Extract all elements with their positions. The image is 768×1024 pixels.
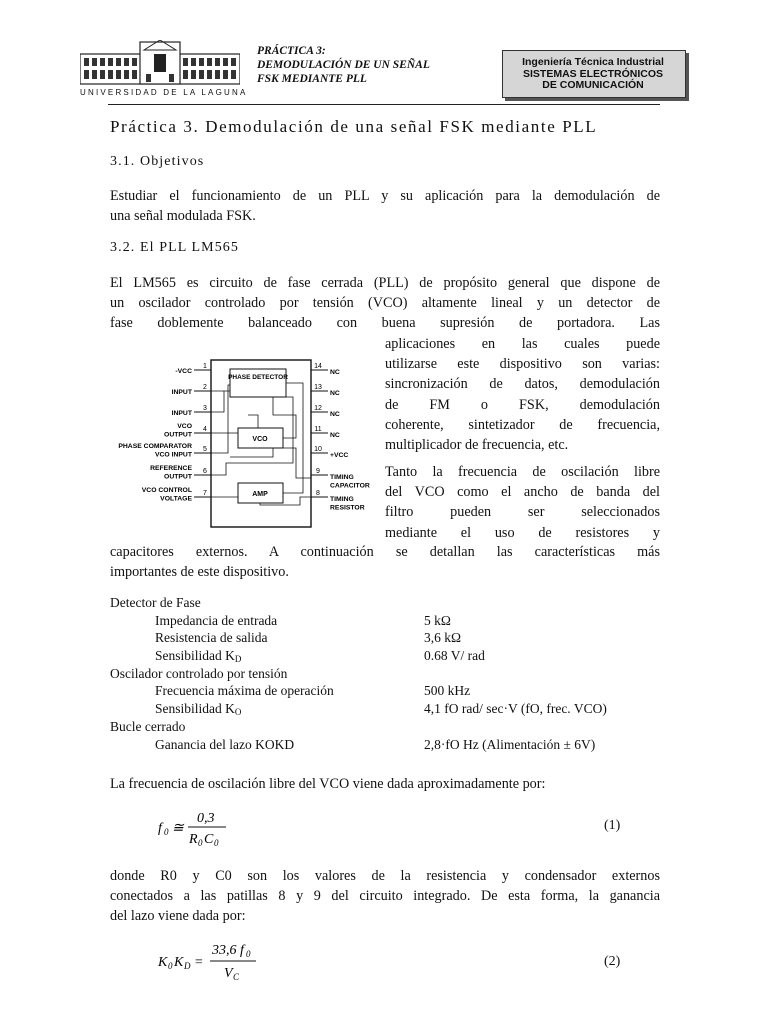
where-paragraph: [110, 866, 660, 927]
spec-value: 500 kHz: [424, 683, 471, 699]
spec-value: 3,6 kΩ: [424, 630, 462, 646]
pin-number: 5: [203, 446, 207, 453]
practice-header-line: PRÁCTICA 3:: [257, 45, 326, 57]
equation-2: [156, 940, 266, 989]
pin-label: CAPACITOR: [330, 482, 370, 490]
svg-text:0: 0: [198, 838, 203, 848]
text-line: Estudiar el funcionamiento de un PLL y su aplicación para la demodulación de: [110, 188, 660, 204]
text-line: utilizarse este dispositivo son varias:: [385, 356, 660, 373]
pin-number: 14: [314, 363, 322, 370]
pin-number: 12: [314, 405, 322, 412]
spec-label: Bucle cerrado: [110, 718, 186, 734]
degree-line: DE COMUNICACIÓN: [542, 79, 644, 91]
specifications-list: [110, 594, 670, 753]
svg-text:33,6: 33,6: [212, 943, 237, 958]
svg-text:=: =: [194, 955, 204, 970]
pin-number: 1: [203, 363, 207, 370]
text-line: importantes de este dispositivo.: [110, 564, 289, 581]
spec-row: [110, 612, 670, 630]
equation-intro: [110, 774, 670, 794]
spec-label: Sensibilidad $K_D$: [155, 648, 242, 665]
pin-label: VCO INPUT: [154, 451, 192, 459]
pin-label: OUTPUT: [164, 473, 192, 481]
text-line: del lazo viene dada por:: [110, 908, 246, 925]
text-line: coherente, sintetizador de frecuencia,: [385, 416, 660, 433]
pin-label: INPUT: [171, 410, 192, 417]
spec-row: [110, 629, 670, 647]
svg-text:D: D: [184, 961, 191, 971]
pin-label: RESISTOR: [330, 504, 365, 512]
pin-label: +VCC: [330, 452, 349, 459]
svg-text:V: V: [224, 966, 233, 981]
svg-text:R: R: [189, 832, 198, 847]
spec-label: Detector de Fase: [110, 595, 201, 610]
pin-label: NC: [330, 432, 340, 439]
pin-number: 7: [203, 490, 207, 497]
lm565-pinout-diagram: [108, 355, 380, 535]
svg-text:K: K: [158, 955, 168, 970]
pin-number: 6: [203, 468, 207, 475]
block-label: VCO: [252, 436, 268, 443]
equation-1-number: (1): [604, 818, 621, 833]
text-line: fase doblemente balanceado con buena supresión de portadora. Las: [110, 315, 660, 332]
text-line: capacitores externos. A continuación se detallan las características más: [110, 544, 660, 560]
spec-value: 0.68 V/ rad: [424, 648, 485, 664]
svg-text:0: 0: [214, 838, 219, 848]
pin-number: 4: [203, 426, 207, 433]
pll-paragraph-tail: [110, 542, 660, 582]
text-line: multiplicador de frecuencia, etc.: [385, 437, 569, 454]
svg-text:≅: ≅: [172, 821, 184, 836]
svg-text:C: C: [233, 972, 240, 982]
equation-2-number: (2): [604, 954, 621, 969]
text-line: conectados a las patillas 8 y 9 del circuito integrado. De esta forma, la ganancia: [110, 888, 660, 905]
block-label: AMP: [252, 491, 268, 498]
degree-line: SISTEMAS ELECTRÓNICOS: [522, 67, 663, 80]
svg-text:0,3: 0,3: [197, 811, 215, 826]
pll-paragraph-frequency: [385, 462, 660, 543]
svg-text:f: f: [240, 943, 244, 958]
pin-label: VOLTAGE: [160, 495, 192, 503]
degree-line: Ingeniería Técnica Industrial: [522, 56, 664, 68]
pll-paragraph-intro: [110, 273, 660, 334]
spec-row: [110, 718, 670, 736]
spec-row: [110, 736, 670, 754]
text-line: La frecuencia de oscilación libre del VCO viene dada aproximadamente por:: [110, 776, 546, 792]
text-line: una señal modulada FSK.: [110, 208, 256, 225]
pin-label: OUTPUT: [164, 431, 192, 439]
pin-number: 8: [316, 490, 320, 497]
pin-label: NC: [330, 390, 340, 397]
practice-header-line: FSK MEDIANTE PLL: [257, 73, 367, 85]
pin-label: VCO: [177, 423, 192, 430]
pll-paragraph-applications: [385, 334, 660, 455]
text-line: un oscilador controlado por tensión (VCO) altamente lineal y un detector de: [110, 295, 660, 312]
pin-label: VCO CONTROL: [141, 487, 192, 494]
spec-label: Frecuencia máxima de operación: [155, 683, 334, 699]
practice-header-line: DEMODULACIÓN DE UN SEÑAL: [257, 59, 430, 71]
spec-row: [110, 647, 670, 665]
pin-label: REFERENCE: [150, 465, 192, 472]
section-heading-pll: 3.2. El PLL LM565: [110, 240, 240, 255]
text-line: donde R0 y C0 son los valores de la resistencia y condensador externos: [110, 868, 660, 884]
spec-row: [110, 700, 670, 718]
spec-label: Ganancia del lazo KOKD: [155, 736, 295, 752]
spec-row: [110, 594, 670, 612]
pin-number: 10: [314, 446, 322, 453]
pin-label: NC: [330, 411, 340, 418]
pin-label: NC: [330, 369, 340, 376]
svg-text:C: C: [204, 832, 214, 847]
pin-label: PHASE COMPARATOR: [118, 443, 192, 450]
text-line: mediante el uso de resistores y: [385, 524, 660, 541]
spec-label: Resistencia de salida: [155, 630, 268, 646]
university-name: UNIVERSIDAD DE LA LAGUNA: [80, 88, 248, 97]
header-divider: [108, 104, 660, 105]
svg-text:f: f: [158, 821, 162, 836]
svg-text:0: 0: [168, 961, 173, 971]
text-line: del VCO como el ancho de banda del: [385, 484, 660, 501]
spec-value: 5 kΩ: [424, 612, 451, 628]
svg-text:0: 0: [164, 827, 169, 837]
text-line: Tanto la frecuencia de oscilación libre: [385, 464, 660, 480]
pin-label: TIMING: [330, 496, 354, 503]
spec-row: [110, 665, 670, 683]
spec-row: [110, 682, 670, 700]
text-line: de FM o FSK, demodulación: [385, 396, 660, 413]
spec-label: Sensibilidad $K_O$: [155, 701, 242, 718]
spec-label: Oscilador controlado por tensión: [110, 665, 288, 681]
text-line: El LM565 es circuito de fase cerrada (PLL) de propósito general que dispone de: [110, 275, 660, 291]
spec-label: Impedancia de entrada: [155, 612, 278, 628]
pin-number: 2: [203, 384, 207, 391]
pin-label: TIMING: [330, 474, 354, 481]
pin-label: -VCC: [175, 368, 192, 375]
equation-1: [156, 810, 236, 857]
section-heading-objectives: 3.1. Objetivos: [110, 154, 205, 169]
spec-value: 4,1 fO rad/ sec·V (fO, frec. VCO): [424, 701, 607, 717]
objectives-paragraph: [110, 186, 660, 226]
pin-number: 11: [314, 426, 322, 433]
pin-number: 9: [316, 468, 320, 475]
pin-number: 3: [203, 405, 207, 412]
text-line: filtro pueden ser seleccionados: [385, 504, 660, 521]
practice-header: [257, 44, 430, 86]
pin-number: 13: [314, 384, 322, 391]
block-label: PHASE DETECTOR: [228, 374, 288, 381]
text-line: aplicaciones en las cuales puede: [385, 336, 660, 352]
degree-box: [502, 50, 686, 98]
text-line: sincronización de datos, demodulación: [385, 376, 660, 393]
page-title: Práctica 3. Demodulación de una señal FSK mediante PLL: [110, 117, 598, 136]
svg-text:0: 0: [246, 949, 251, 959]
spec-value: 2,8·fO Hz (Alimentación ± 6V): [424, 736, 596, 752]
svg-text:K: K: [174, 955, 184, 970]
pin-label: INPUT: [171, 389, 192, 396]
